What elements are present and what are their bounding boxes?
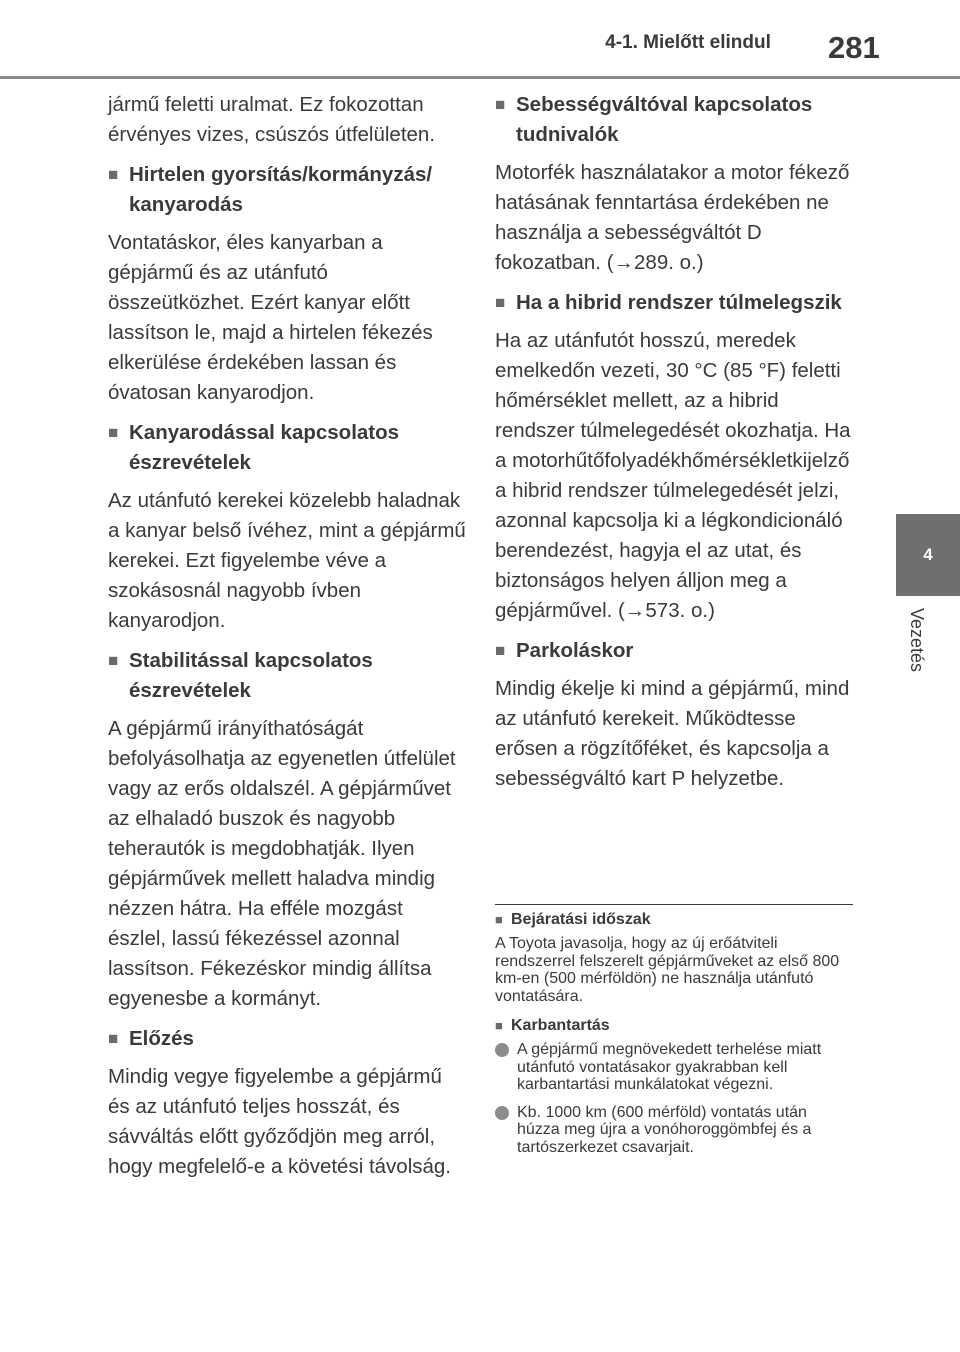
section-body: Motorfék használatakor a motor fékező hatásának fenntartása érdekében ne használja a sebességváltót D fokozatban. (→289. o.) xyxy=(495,161,850,274)
section-heading: ■ Stabilitással kapcsolatos észrevételek xyxy=(108,646,466,706)
square-bullet-icon: ■ xyxy=(108,651,119,670)
section-body: Ha az utánfutót hosszú, meredek emelkedőn vezeti, 30 °C (85 °F) feletti hőmérséklet mellett, az a hibrid rendszer túlmelegedését okozhatja. Ha a motorhűtőfolyadékhőmérsékletkijelző a hibrid rendszer túlmelegedését jelzi, azonnal kapcsolja ki a légkondicionáló berendezést, hagyja el az utat, és biztonságos helyen álljon meg a gépjárművel. (→573. o.) xyxy=(495,329,851,622)
section-heading: ■ Ha a hibrid rendszer túlmelegszik xyxy=(495,288,853,318)
note-body: A Toyota javasolja, hogy az új erőátviteli rendszerrel felszerelt gépjárműveket az első 800 km-en (500 mérföldön) ne használja utánfutó vontatására. xyxy=(495,935,840,1005)
section-body: Vontatáskor, éles kanyarban a gépjármű és az utánfutó összeütközhet. Ezért kanyar előtt lassítson le, majd a hirtelen fékezés elkerülése érdekében lassan és óvatosan kanyarodjon. xyxy=(108,231,433,404)
section-heading: ■ Előzés xyxy=(108,1024,466,1054)
section-title: 4-1. Mielőtt elindul xyxy=(605,32,771,53)
section-heading: ■ Sebességváltóval kapcsolatos tudnivalók xyxy=(495,90,853,150)
left-column xyxy=(108,90,466,1192)
section-body: Mindig ékelje ki mind a gépjármű, mind az utánfutó kerekeit. Működtesse erősen a rögzítőféket, és kapcsolja a sebességváltó kart P helyzetbe. xyxy=(495,677,850,790)
section-heading: ■ Kanyarodással kapcsolatos észrevételek xyxy=(108,418,466,478)
section-heading: ■ Parkoláskor xyxy=(495,636,853,666)
square-bullet-icon: ■ xyxy=(108,1029,119,1048)
page-number: 281 xyxy=(828,30,880,65)
chapter-label: Vezetés xyxy=(907,608,927,673)
section-body: A gépjármű irányíthatóságát befolyásolhatja az egyenetlen útfelület vagy az erős oldalszél. A gépjárművet az elhaladó buszok és nagyobb teherautók is megdobhatják. Ilyen gépjárművek mellett haladva mindig nézzen hátra. Ha efféle mozgást észlel, lassú fékezéssel azonnal lassítson. Fékezéskor mindig állítsa egyenesbe a kormányt. xyxy=(108,717,456,1010)
circle-bullet-icon xyxy=(495,1043,509,1057)
note-heading: ■ Karbantartás xyxy=(495,1015,853,1037)
header-divider xyxy=(0,76,960,79)
chapter-number: 4 xyxy=(923,545,933,564)
square-bullet-icon: ■ xyxy=(495,95,506,114)
section-heading: ■ Hirtelen gyorsítás/kormányzás/ kanyarodás xyxy=(108,160,466,220)
square-bullet-icon: ■ xyxy=(495,912,503,927)
chapter-tab[interactable] xyxy=(896,514,960,596)
circle-bullet-icon xyxy=(495,1106,509,1120)
square-bullet-icon: ■ xyxy=(495,641,506,660)
square-bullet-icon: ■ xyxy=(495,293,506,312)
note-heading: ■ Bejáratási időszak xyxy=(495,909,853,931)
square-bullet-icon: ■ xyxy=(495,1018,503,1033)
section-body: Mindig vegye figyelembe a gépjármű és az utánfutó teljes hosszát, és sávváltás előtt győződjön meg arról, hogy megfelelő-e a követési távolság. xyxy=(108,1065,452,1178)
square-bullet-icon: ■ xyxy=(108,423,119,442)
note-bullet: Kb. 1000 km (600 mérföld) vontatás után húzza meg újra a vonóhoroggömbfej és a tartószerkezet csavarjait. xyxy=(495,1104,853,1157)
section-body: Az utánfutó kerekei közelebb haladnak a kanyar belső ívéhez, mint a gépjármű kerekei. Ezt figyelembe véve a szokásosnál nagyobb ívben kanyarodjon. xyxy=(108,489,466,632)
notes-section xyxy=(495,904,853,1166)
note-bullet: A gépjármű megnövekedett terhelése miatt utánfutó vontatásakor gyakrabban kell karbantartási munkálatokat végezni. xyxy=(495,1041,853,1094)
intro-paragraph: jármű feletti uralmat. Ez fokozottan érvényes vizes, csúszós útfelületen. xyxy=(108,93,436,146)
right-column xyxy=(495,90,853,804)
square-bullet-icon: ■ xyxy=(108,165,119,184)
